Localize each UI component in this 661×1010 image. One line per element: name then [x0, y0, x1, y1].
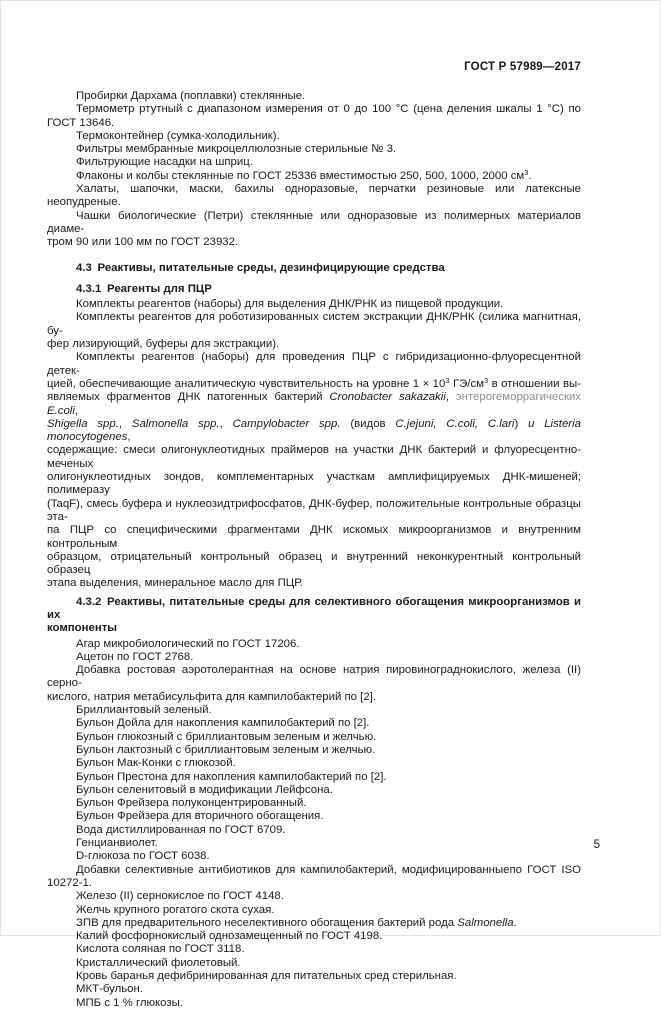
- text-segment: образцом, отрицательный контрольный образец и внутренний неконкурентный контрольный образец: [47, 550, 581, 577]
- text-line: [47, 717, 581, 730]
- paragraph: [47, 943, 581, 956]
- text-segment: Желчь крупного рогатого скота сухая.: [76, 903, 275, 916]
- text-segment: ,: [219, 417, 233, 430]
- text-segment: .: [513, 916, 517, 929]
- text-segment: ,: [127, 431, 131, 444]
- text-segment: Shigella spp.: [47, 417, 119, 430]
- page-header-standard-number: ГОСТ Р 57989—2017: [464, 61, 581, 73]
- text-segment: МКТ-бульон.: [76, 983, 143, 996]
- text-segment: олигонуклеотидных зондов, комплементарных участкам амплифицируемых ДНК-мишеней; полимеразу: [47, 471, 581, 497]
- text-segment: Железо (II) сернокислое по ГОСТ 4148.: [76, 890, 284, 903]
- text-line: [47, 771, 581, 784]
- paragraph: [47, 103, 581, 130]
- text-line: [47, 917, 581, 930]
- paragraph: [47, 757, 581, 770]
- text-segment: Бульон Дойла для накопления кампилобактерий по [2].: [76, 717, 370, 730]
- text-line: [47, 524, 581, 551]
- text-line: [47, 943, 581, 956]
- text-segment: Salmonella spp.: [131, 417, 220, 430]
- text-segment: содержащие: смеси олигонуклеотидных праймеров на участки ДНК бактерий и флуоресцентно-меченых: [47, 444, 581, 470]
- paragraph: [47, 90, 581, 103]
- text-line: [47, 143, 581, 156]
- text-line: [47, 824, 581, 837]
- text-line: [47, 731, 581, 744]
- text-line: [47, 210, 581, 237]
- paragraph: [47, 930, 581, 943]
- text-line: [47, 156, 581, 169]
- text-line: [47, 551, 581, 578]
- text-segment: 3: [445, 376, 450, 386]
- text-line: [47, 651, 581, 664]
- text-segment: Cronobacter sakazakii: [329, 391, 446, 404]
- section-heading: [47, 596, 581, 636]
- text-segment: Кислота соляная по ГОСТ 3118.: [76, 943, 245, 956]
- text-line: [47, 311, 581, 338]
- text-line: [47, 810, 581, 823]
- text-segment: МПБ с 1 % глюкозы.: [76, 996, 183, 1009]
- text-segment: тром 90 или 100 мм по ГОСТ 23932.: [47, 236, 239, 249]
- text-segment: (видов: [340, 417, 396, 430]
- paragraph: [47, 837, 581, 850]
- text-segment: ,: [445, 391, 456, 404]
- text-line: [47, 338, 581, 351]
- paragraph: [47, 810, 581, 823]
- text-segment: Пробирки Дархама (поплавки) стеклянные.: [76, 90, 306, 102]
- text-segment: C.jejuni, C.coli, C.lari: [395, 417, 515, 430]
- text-segment: Агар микробиологический по ГОСТ 17206.: [76, 637, 300, 650]
- text-segment: Бульон глюкозный с бриллиантовым зеленым и желчью.: [76, 730, 377, 743]
- paragraph: [47, 890, 581, 903]
- text-line: [47, 596, 581, 623]
- paragraph: [47, 731, 581, 744]
- text-segment: ЗПВ для предварительного неселективного обогащения бактерий рода: [76, 916, 458, 929]
- text-line: [47, 183, 581, 210]
- text-segment: Калий фосфорнокислый однозамещенный по ГОСТ 4198.: [76, 930, 383, 943]
- text-line: [47, 930, 581, 943]
- section-heading: [47, 262, 581, 275]
- paragraph: [47, 957, 581, 970]
- text-segment: являемых фрагментов ДНК патогенных бактерий: [47, 391, 330, 404]
- paragraph: [47, 210, 581, 250]
- text-line: [47, 957, 581, 970]
- paragraph: [47, 970, 581, 983]
- paragraph: [47, 143, 581, 156]
- text-segment: па ПЦР со специфическими фрагментами ДНК искомых микроорганизмов и внутренним контрольным: [47, 524, 581, 550]
- text-segment: 4.3.2 Реактивы, питательные среды для селективного обогащения микроорганизмов и их: [47, 595, 581, 621]
- text-segment: Комплекты реагентов для роботизированных систем экстракции ДНК/РНК (силика магнитная, бу-: [47, 311, 581, 337]
- text-segment: компоненты: [47, 622, 118, 635]
- document-body: [47, 90, 581, 1010]
- text-segment: кислого, натрия метабисульфита для кампилобактерий по [2].: [47, 690, 377, 703]
- text-segment: Бульон Фрейзера для вторичного обогащения.: [76, 810, 324, 823]
- text-line: [47, 877, 581, 890]
- text-segment: Чашки биологические (Петри) стеклянные или одноразовые из полимерных материалов диаме-: [47, 209, 581, 235]
- text-line: [47, 837, 581, 850]
- text-segment: Бульон лактозный с бриллиантовым зеленым и желчью.: [76, 743, 376, 756]
- text-line: [47, 130, 581, 143]
- section-heading: [47, 283, 581, 296]
- text-line: [47, 784, 581, 797]
- paragraph: [47, 850, 581, 863]
- paragraph: [47, 704, 581, 717]
- text-segment: Фильтрующие насадки на шприц.: [76, 156, 253, 169]
- paragraph: [47, 904, 581, 917]
- text-segment: Кровь баранья дефибринированная для питательных сред стерильная.: [76, 970, 457, 982]
- text-line: [47, 298, 581, 311]
- text-segment: E.coli: [47, 404, 75, 417]
- text-line: [47, 890, 581, 903]
- text-line: [47, 444, 581, 471]
- text-segment: 4.3.1 Реагенты для ПЦР: [76, 282, 212, 295]
- paragraph: [47, 651, 581, 664]
- paragraph: [47, 311, 581, 351]
- text-segment: 3: [524, 168, 529, 178]
- text-segment: Добавки селективные антибиотиков для кампилобактерий, модифицированныепо ГОСТ ISO: [76, 863, 581, 876]
- text-segment: Халаты, шапочки, маски, бахилы одноразовые, перчатки резиновые или латексные неопудреные.: [47, 183, 581, 209]
- text-line: [47, 117, 581, 130]
- text-segment: ,: [118, 417, 132, 430]
- text-line: [47, 577, 581, 590]
- text-line: [47, 170, 581, 183]
- text-line: [47, 236, 581, 249]
- paragraph: [47, 983, 581, 996]
- text-segment: Salmonella: [457, 916, 514, 929]
- text-segment: Ацетон по ГОСТ 2768.: [76, 650, 194, 663]
- text-segment: Термоконтейнер (сумка-холодильник).: [76, 129, 280, 142]
- paragraph: [47, 298, 581, 311]
- paragraph: [47, 156, 581, 169]
- text-segment: Добавка ростовая аэротолерантная на основе натрия пировинограднокислого, железа (II) серно-: [47, 664, 581, 690]
- text-line: [47, 664, 581, 691]
- text-line: [47, 283, 581, 296]
- text-segment: 4.3 Реактивы, питательные среды, дезинфицирующие средства: [76, 261, 445, 274]
- text-segment: 3: [484, 376, 489, 386]
- text-line: [47, 997, 581, 1010]
- text-line: [47, 904, 581, 917]
- text-segment: Бульон селенитовый в модификации Лейфсона.: [76, 783, 333, 796]
- text-segment: Флаконы и колбы стеклянные по ГОСТ 25336 вместимостью 250, 500, 1000, 2000 см: [76, 169, 525, 182]
- text-segment: и Listeria monocytogenes: [47, 417, 581, 444]
- text-line: [47, 351, 581, 378]
- paragraph: [47, 784, 581, 797]
- text-segment: ГЭ/см: [449, 377, 484, 390]
- text-segment: ,: [74, 404, 79, 417]
- text-segment: Фильтры мембранные микроцеллюлозные стерильные № 3.: [76, 143, 397, 156]
- paragraph: [47, 351, 581, 590]
- paragraph: [47, 797, 581, 810]
- text-line: [47, 90, 581, 103]
- paragraph: [47, 744, 581, 757]
- paragraph: [47, 183, 581, 210]
- paragraph: [47, 917, 581, 930]
- text-segment: Кристаллический фиолетовый.: [76, 956, 241, 969]
- text-line: [47, 757, 581, 770]
- text-line: [47, 498, 581, 525]
- text-line: [47, 691, 581, 704]
- text-line: [47, 704, 581, 717]
- text-segment: Комплекты реагентов (наборы) для проведения ПЦР с гибридизационно-флуоресцентной детек-: [47, 351, 581, 377]
- text-line: [47, 391, 581, 418]
- text-segment: Бульон Фрейзера полуконцентрированный.: [76, 797, 307, 810]
- text-segment: ГОСТ 13646.: [47, 116, 115, 129]
- text-line: [47, 744, 581, 757]
- text-segment: этапа выделения, минеральное масло для ПЦР.: [47, 577, 303, 590]
- text-line: [47, 418, 581, 445]
- paragraph: [47, 771, 581, 784]
- text-segment: цией, обеспечивающие аналитическую чувствительность на уровне 1 × 10: [47, 377, 446, 390]
- text-line: [47, 983, 581, 996]
- paragraph: [47, 130, 581, 143]
- paragraph: [47, 664, 581, 704]
- text-line: [47, 378, 581, 391]
- text-segment: 10272-1.: [47, 876, 92, 889]
- text-segment: (TaqF), смесь буфера и нуклеозидтрифосфатов, ДНК-буфер, положительные контрольные образцы эта-: [47, 497, 581, 523]
- text-line: [47, 797, 581, 810]
- text-segment: Комплекты реагентов (наборы) для выделения ДНК/РНК из пищевой продукции.: [76, 298, 504, 311]
- paragraph: [47, 638, 581, 651]
- text-segment: в отношении вы-: [488, 377, 581, 390]
- page-number: 5: [593, 839, 600, 851]
- text-segment: энтерогеморрагических: [455, 391, 581, 404]
- text-line: [47, 850, 581, 863]
- text-line: [47, 622, 581, 635]
- text-line: [47, 864, 581, 877]
- text-line: [47, 638, 581, 651]
- text-segment: Campylobacter spp.: [232, 417, 341, 430]
- paragraph: [47, 864, 581, 891]
- text-segment: ): [514, 417, 529, 430]
- text-segment: .: [528, 169, 532, 182]
- text-segment: Бриллиантовый зеленый.: [76, 704, 212, 717]
- paragraph: [47, 997, 581, 1010]
- text-line: [47, 970, 581, 983]
- text-line: [47, 262, 581, 275]
- text-line: [47, 103, 581, 116]
- text-line: [47, 471, 581, 498]
- text-segment: Генцианвиолет.: [76, 837, 158, 850]
- text-segment: фер лизирующий, буферы для экстракции).: [47, 338, 280, 351]
- paragraph: [47, 170, 581, 183]
- text-segment: Вода дистиллированная по ГОСТ 6709.: [76, 823, 286, 836]
- text-segment: Термометр ртутный с диапазоном измерения от 0 до 100 °С (цена деления шкалы 1 °С) по: [76, 103, 581, 116]
- text-segment: Бульон Престона для накопления кампилобактерий по [2].: [76, 770, 387, 783]
- text-segment: D-глюкоза по ГОСТ 6038.: [76, 850, 210, 863]
- paragraph: [47, 824, 581, 837]
- text-segment: Бульон Мак-Конки с глюкозой.: [76, 757, 236, 770]
- paragraph: [47, 717, 581, 730]
